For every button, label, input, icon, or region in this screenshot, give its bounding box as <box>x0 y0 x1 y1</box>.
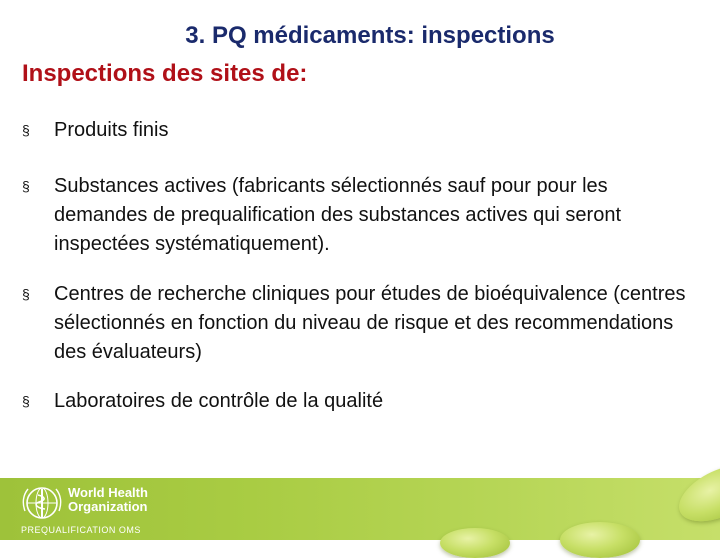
section-mark-icon: § <box>22 393 30 409</box>
org-name-line1: World Health <box>68 485 148 500</box>
bullet-text: Produits finis <box>54 119 169 141</box>
program-label: PREQUALIFICATION OMS <box>21 525 141 535</box>
bullet-item <box>22 280 702 367</box>
section-mark-icon: § <box>22 122 30 138</box>
bullet-text: Centres de recherche cliniques pour études de bioéquivalence (centres sélectionnés en fonction du niveau de risque et des recommendations des évaluateurs) <box>54 283 686 363</box>
who-emblem-icon <box>20 483 64 523</box>
org-name-line2: Organization <box>68 499 148 514</box>
section-mark-icon: § <box>22 178 30 194</box>
bullet-text: Laboratoires de contrôle de la qualité <box>54 390 384 412</box>
pill-decoration <box>560 522 640 558</box>
bullet-text: Substances actives (fabricants sélectionnés sauf pour pour les demandes de prequalification des substances actives qui seront inspectées systématiquement). <box>54 175 622 255</box>
org-name <box>68 486 148 514</box>
bullet-item <box>22 116 702 145</box>
bullet-item <box>22 172 702 259</box>
slide-subtitle: Inspections des sites de: <box>22 60 308 87</box>
bullet-item <box>22 387 702 416</box>
pill-decoration <box>440 528 510 558</box>
section-mark-icon: § <box>22 286 30 302</box>
slide-title: 3. PQ médicaments: inspections <box>185 22 555 49</box>
